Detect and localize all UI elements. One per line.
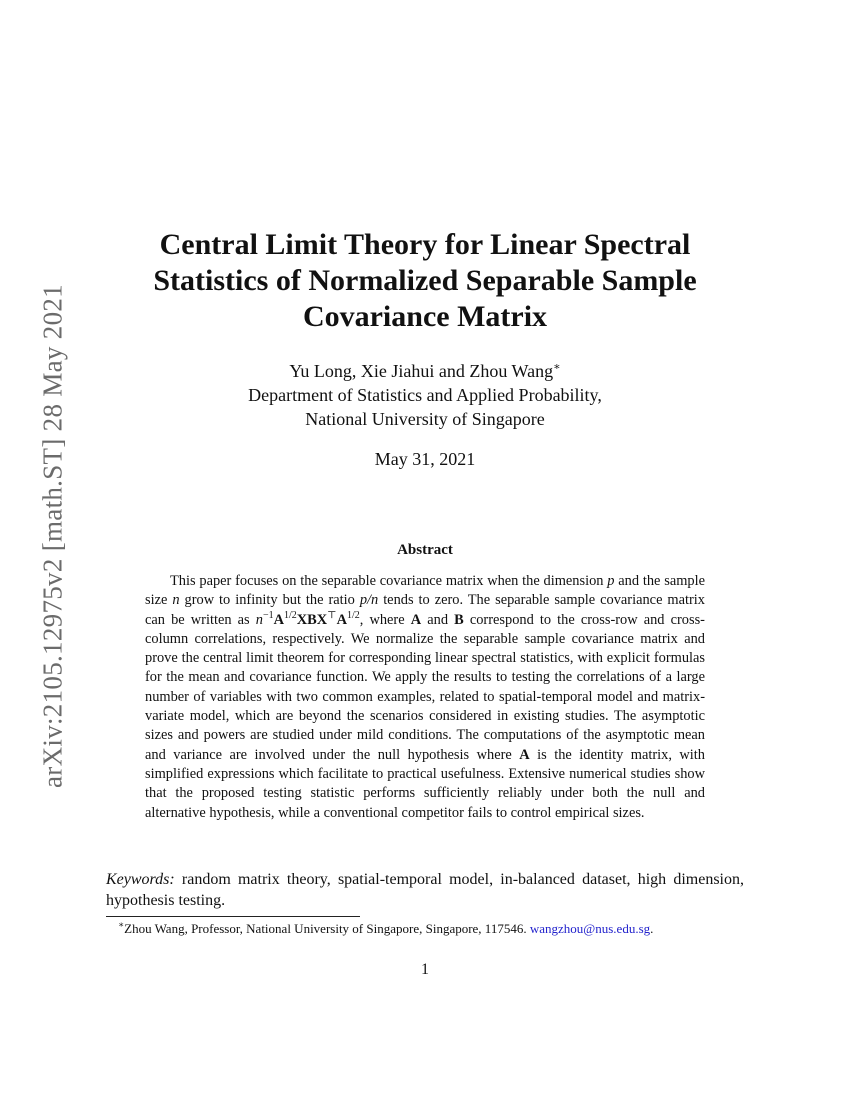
page-number: 1 bbox=[421, 961, 429, 978]
author-footnote-mark: ∗ bbox=[553, 361, 561, 373]
title-line-2: Statistics of Normalized Separable Sample bbox=[153, 264, 697, 297]
author-footnote bbox=[118, 920, 748, 938]
author-department: Department of Statistics and Applied Probability, bbox=[248, 385, 602, 405]
paper-date: May 31, 2021 bbox=[374, 449, 476, 469]
abstract-text-5: , where bbox=[359, 611, 411, 628]
author-university: National University of Singapore bbox=[305, 409, 545, 429]
abstract-text-2: and the sample size bbox=[145, 573, 705, 609]
formula-n: n bbox=[255, 611, 263, 628]
abstract-heading: Abstract bbox=[397, 542, 453, 558]
formula-matrix-a-2: A bbox=[336, 611, 347, 628]
formula-exponent-2: 1/2 bbox=[283, 609, 297, 621]
footnote-mark: ∗ bbox=[118, 919, 125, 930]
matrix-a: A bbox=[410, 611, 422, 628]
author-names: Yu Long, Xie Jiahui and Zhou Wang bbox=[289, 361, 554, 381]
footnote-text: Zhou Wang, Professor, National University of Singapore, Singapore, 117546. bbox=[124, 921, 530, 936]
abstract-text-7: correspond to the cross-row and cross-column correlations, respectively. We normalize the separable sample covariance matrix and prove the central limit theorem for corresponding linear spectral statistics, with explicit formulas for the mean and covariance function. We apply the results to testing the correlations of a large number of variables with two common examples, related to spatial-temporal model and matrix-variate model, which are beyond the scenarios considered in existing studies. The asymptotic sizes and powers are studied under mild conditions. The computations of the asymptotic mean and variance are involved under the null hypothesis where bbox=[145, 611, 705, 763]
keywords-paragraph bbox=[106, 869, 744, 911]
formula-transpose: ⊤ bbox=[327, 609, 337, 621]
abstract-text-8: is the identity matrix, with simplified expressions which facilitate to practical usefulness. Extensive numerical studies show that the proposed testing statistic performs sufficiently reliably under both the null and alternative hypothesis, while a conventional competitor fails to control empirical sizes. bbox=[145, 746, 705, 821]
formula-matrix-xbx: XBX bbox=[296, 611, 328, 628]
title-line-3: Covariance Matrix bbox=[302, 300, 548, 333]
title-line-1: Central Limit Theory for Linear Spectral bbox=[159, 228, 691, 261]
matrix-b: B bbox=[454, 611, 464, 628]
ratio-p-over-n: p/n bbox=[359, 592, 379, 609]
covariance-formula bbox=[255, 609, 360, 628]
formula-exponent-3: 1/2 bbox=[346, 609, 360, 621]
paper-title bbox=[110, 227, 740, 335]
abstract-text-4: tends to zero. The separable sample covariance matrix can be written as bbox=[145, 592, 705, 628]
var-p: p bbox=[607, 573, 615, 589]
author-block bbox=[110, 359, 740, 431]
abstract-text-3: grow to infinity but the ratio bbox=[179, 592, 360, 609]
author-names-line bbox=[110, 359, 740, 383]
abstract-text-1: This paper focuses on the separable covariance matrix when the dimension bbox=[170, 573, 608, 589]
formula-matrix-a: A bbox=[273, 611, 284, 628]
footnote-email-link[interactable]: wangzhou@nus.edu.sg bbox=[529, 921, 651, 936]
footnote-divider bbox=[106, 916, 360, 917]
formula-exponent-1: −1 bbox=[262, 609, 274, 621]
keywords-label: Keywords: bbox=[106, 871, 175, 888]
abstract-body bbox=[145, 572, 705, 823]
arxiv-identifier-stamp: arXiv:2105.12975v2 [math.ST] 28 May 2021 bbox=[37, 284, 68, 788]
var-n: n bbox=[172, 592, 180, 609]
footnote-end: . bbox=[650, 921, 654, 936]
keywords-text: random matrix theory, spatial-temporal model, in-balanced dataset, high dimension, hypothesis testing. bbox=[106, 871, 744, 909]
matrix-a-identity: A bbox=[519, 746, 530, 763]
abstract-text-6: and bbox=[421, 611, 455, 628]
